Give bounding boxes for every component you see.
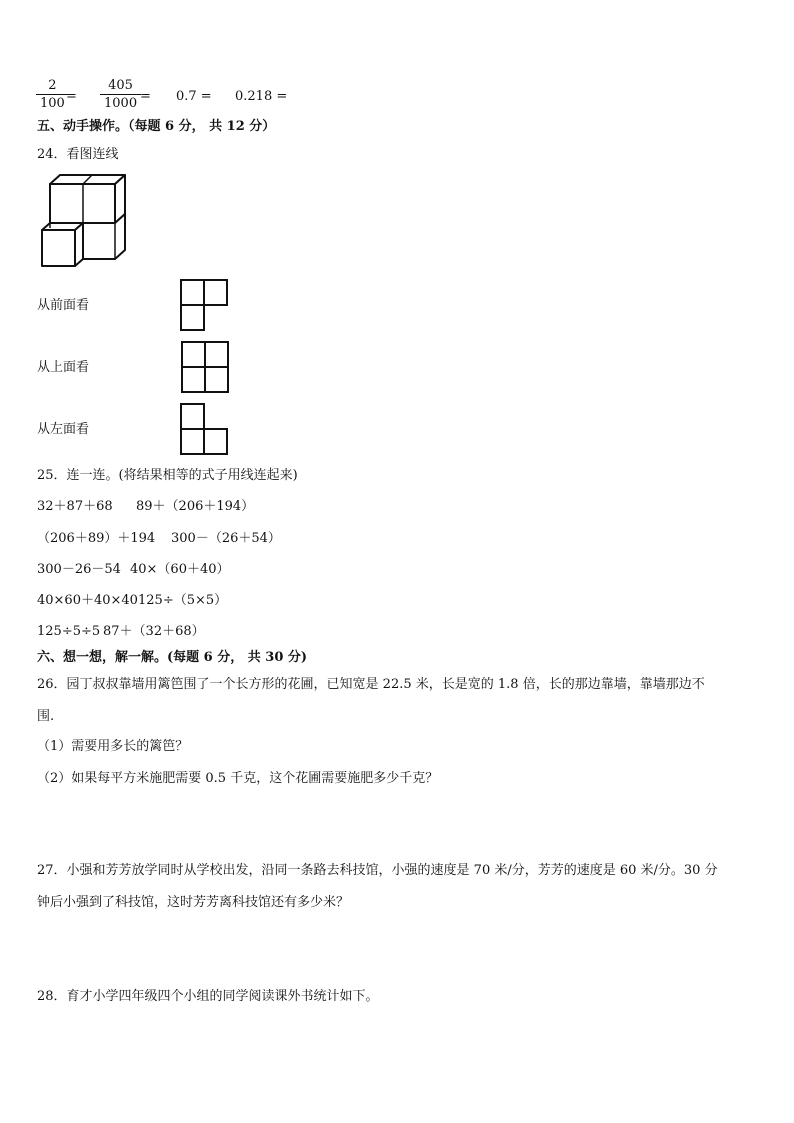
- decimal-0-7: 0.7 =: [176, 89, 212, 104]
- view-label-left: 从左面看: [37, 422, 90, 437]
- expr-left-1[interactable]: 32＋87＋68: [37, 499, 113, 514]
- expr-right-4[interactable]: 125÷（5×5）: [138, 593, 228, 608]
- question-28-line1: 28．育才小学四年级四个小组的同学阅读课外书统计如下。: [37, 989, 379, 1004]
- question-25-title: 25．连一连。(将结果相等的式子用线连起来): [37, 468, 298, 483]
- section-heading: 五、动手操作。（每题 6 分， 共 12 分）: [37, 119, 276, 134]
- expr-left-4[interactable]: 40×60＋40×40: [37, 593, 138, 608]
- fraction-denominator: 100: [40, 96, 65, 111]
- expr-right-5[interactable]: 87＋（32＋68）: [103, 624, 205, 639]
- question-26-sub1: （1）需要用多长的篱笆？: [37, 739, 189, 754]
- equals-sign: =: [66, 89, 77, 104]
- front-view-diagram[interactable]: [180, 279, 228, 331]
- expr-left-3[interactable]: 300－26－54: [37, 562, 121, 577]
- expr-left-5[interactable]: 125÷5÷5: [37, 624, 101, 639]
- decimal-0-218: 0.218 =: [235, 89, 288, 104]
- section-heading: 六、想一想，解一解。(每题 6 分， 共 30 分): [37, 650, 308, 665]
- fraction-405-1000: [100, 78, 141, 111]
- question-26-sub2: （2）如果每平方米施肥需要 0.5 千克，这个花圃需要施肥多少千克？: [37, 771, 439, 786]
- question-24-title: 24．看图连线: [37, 147, 119, 162]
- fraction-2-100: [36, 78, 69, 111]
- expr-right-3[interactable]: 40×（60＋40）: [130, 562, 230, 577]
- question-26-line1: 26．园丁叔叔靠墙用篱笆围了一个长方形的花圃，已知宽是 22.5 米，长是宽的 1.8 倍，长的那边靠墙，靠墙那边不: [37, 677, 705, 692]
- expr-right-1[interactable]: 89＋（206＋194）: [136, 499, 255, 514]
- expr-left-2[interactable]: （206＋89）＋194: [37, 531, 156, 546]
- equals-sign: =: [140, 89, 151, 104]
- cube-stack-figure: [38, 172, 130, 270]
- view-label-front: 从前面看: [37, 298, 90, 313]
- fraction-numerator: 405: [108, 78, 133, 93]
- question-27-line2: 钟后小强到了科技馆，这时芳芳离科技馆还有多少米？: [37, 895, 350, 910]
- top-view-diagram[interactable]: [181, 341, 230, 393]
- fraction-denominator: 1000: [104, 96, 138, 111]
- fraction-bar: [100, 94, 141, 95]
- fraction-numerator: 2: [48, 78, 57, 93]
- question-27-line1: 27．小强和芳芳放学同时从学校出发，沿同一条路去科技馆，小强的速度是 70 米/分，芳芳的速度是 60 米/分。30 分: [37, 863, 718, 878]
- fraction-bar: [36, 94, 69, 95]
- view-label-top: 从上面看: [37, 360, 90, 375]
- question-26-line2: 围.: [37, 709, 55, 724]
- left-view-diagram[interactable]: [180, 403, 229, 455]
- expr-right-2[interactable]: 300－（26＋54）: [171, 531, 281, 546]
